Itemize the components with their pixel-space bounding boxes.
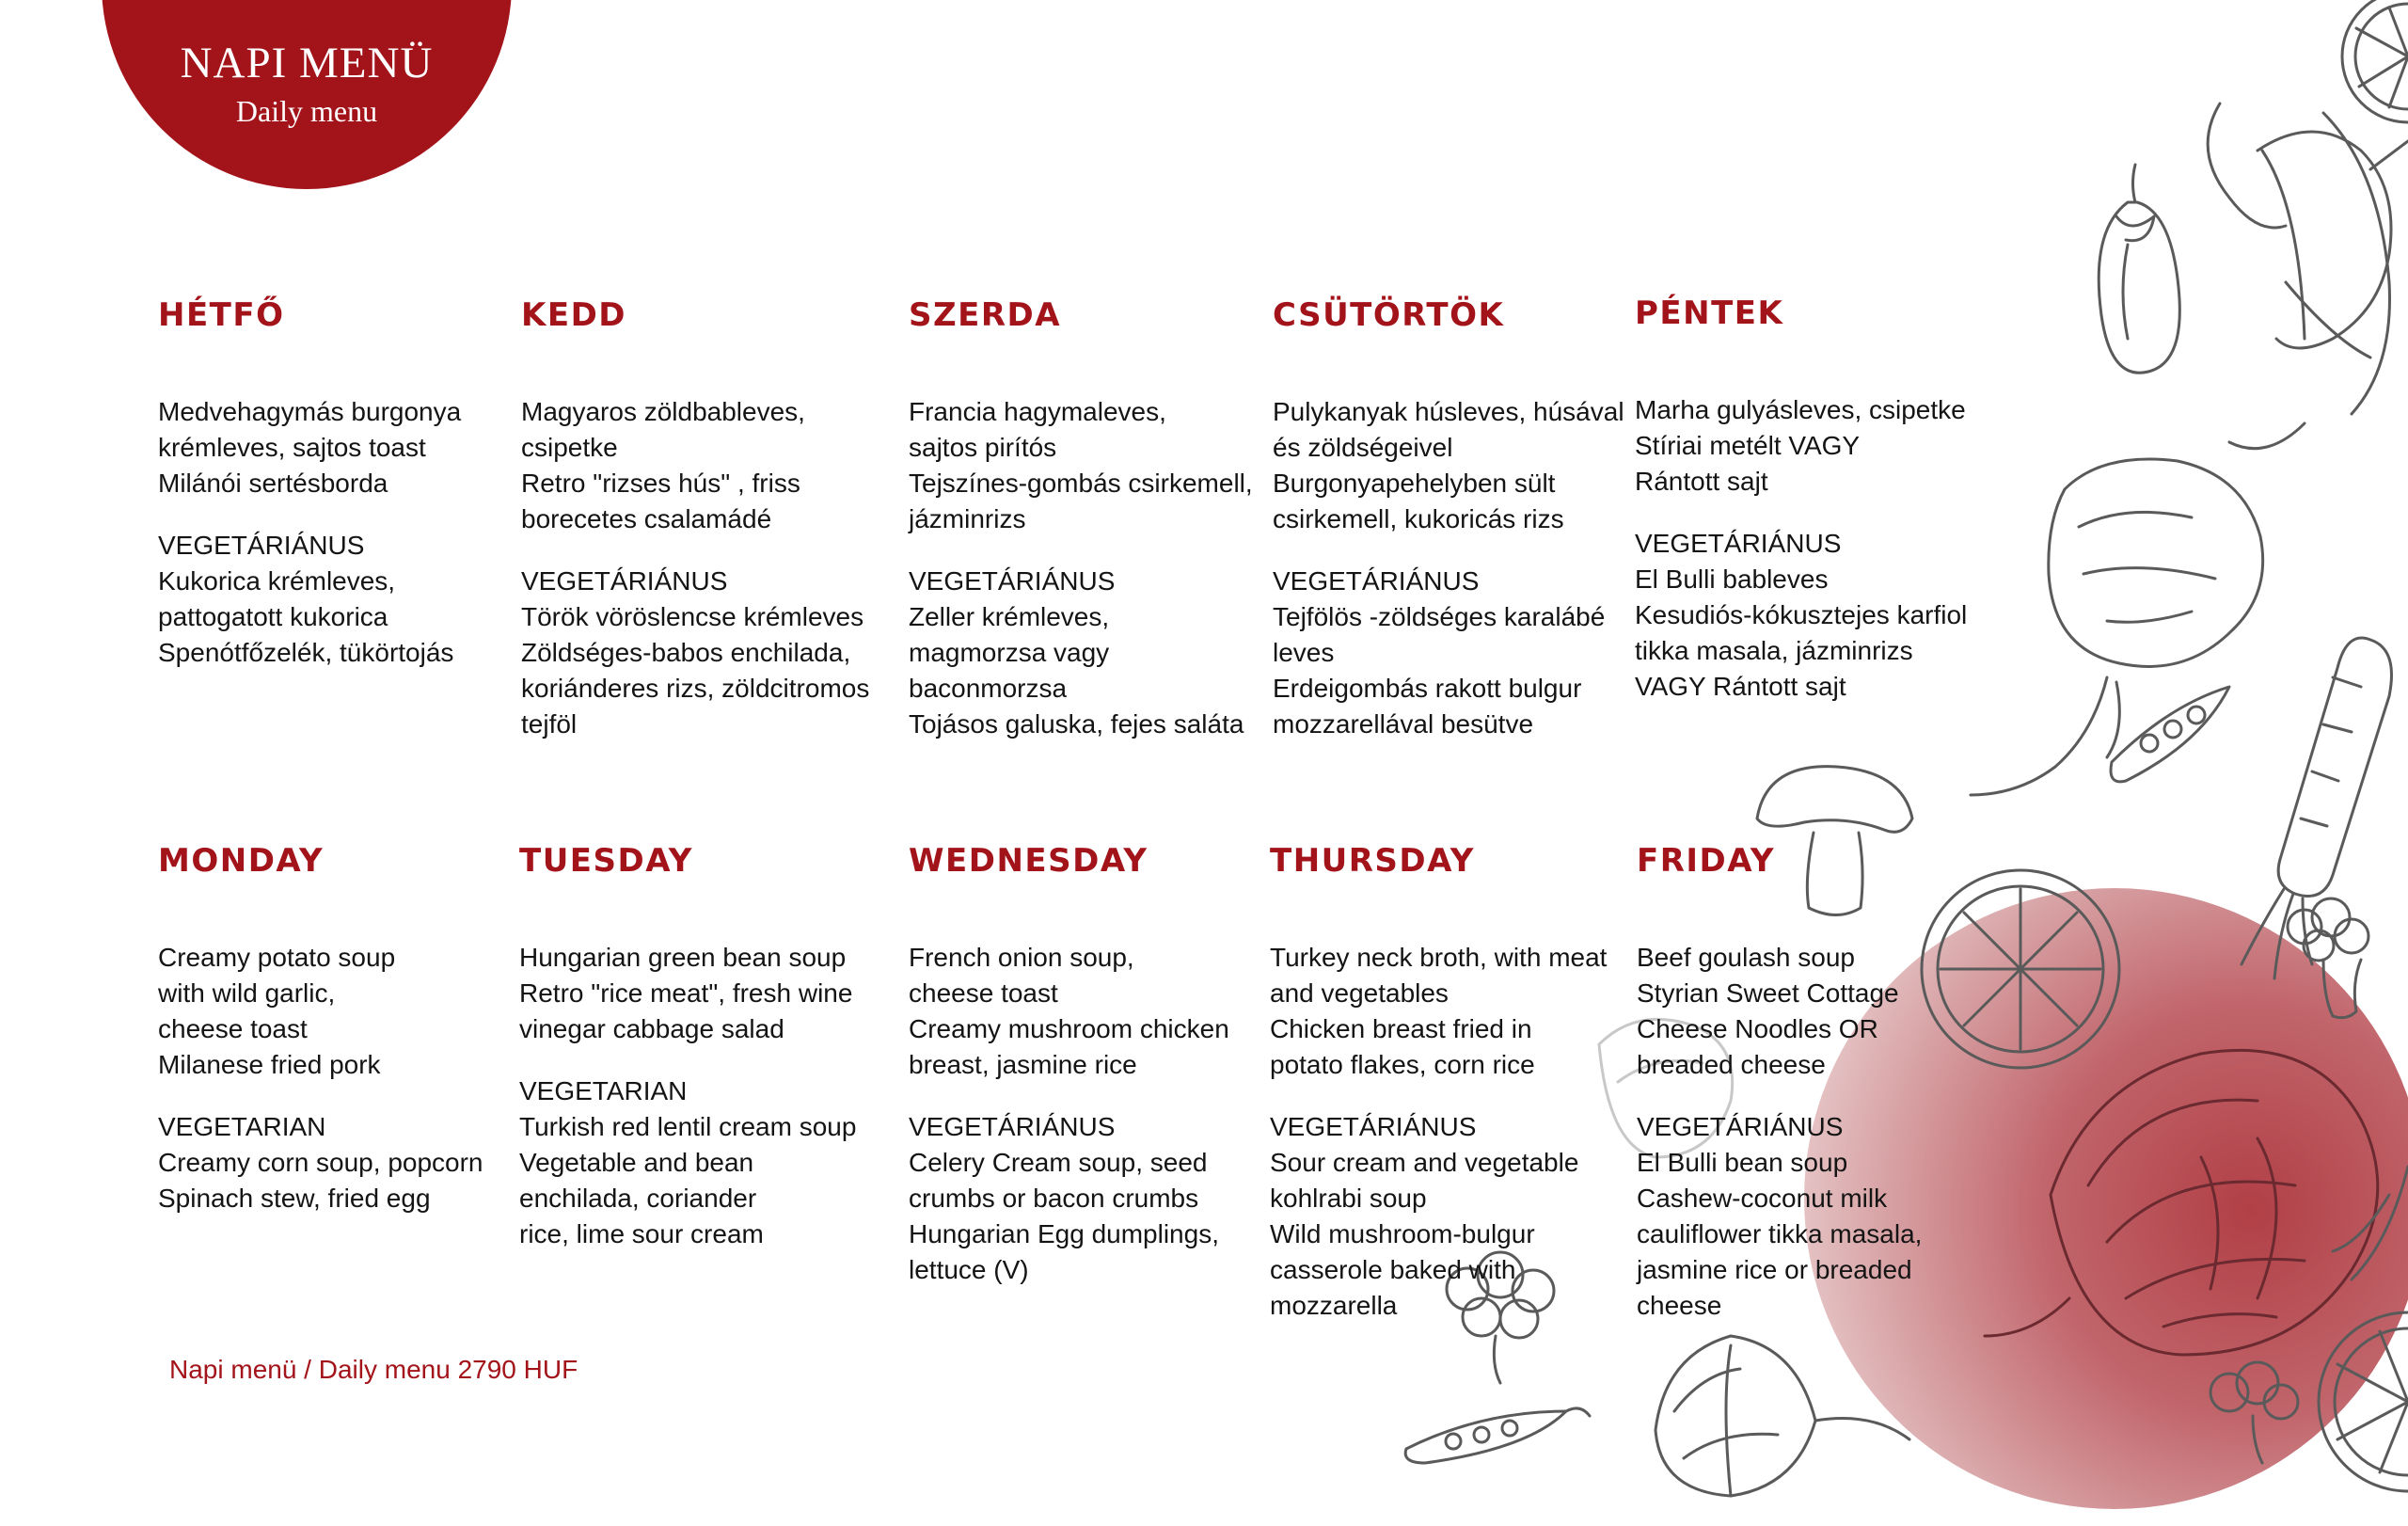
menu-line: mozzarella bbox=[1270, 1291, 1398, 1320]
beet-leaves-icon bbox=[2208, 103, 2408, 449]
menu-line: pattogatott kukorica bbox=[158, 602, 388, 631]
day-column-en-fri bbox=[1637, 842, 2004, 1350]
menu-line: Turkish red lentil cream soup bbox=[519, 1112, 857, 1141]
menu-line: sajtos pirítós bbox=[909, 433, 1057, 462]
menu-line: rice, lime sour cream bbox=[519, 1219, 764, 1248]
menu-line: Erdeigombás rakott bulgur bbox=[1273, 674, 1582, 703]
menu-line: Burgonyapehelyben sült bbox=[1273, 469, 1556, 498]
menu-line: Marha gulyásleves, csipetke bbox=[1635, 395, 1966, 424]
menu-line: Spenótfőzelék, tükörtojás bbox=[158, 638, 454, 667]
menu-line: VEGETÁRIÁNUS bbox=[521, 566, 728, 596]
menu-line: jázminrizs bbox=[909, 504, 1026, 533]
price-note: Napi menü / Daily menu 2790 HUF bbox=[169, 1355, 578, 1384]
menu-line: VEGETARIAN bbox=[519, 1076, 688, 1105]
eggplant-icon bbox=[2099, 165, 2179, 373]
day-column-hu-mon bbox=[158, 296, 525, 697]
artichoke-icon bbox=[1985, 1050, 2378, 1355]
day-heading: TUESDAY bbox=[519, 842, 693, 880]
menu-line: Creamy potato soup bbox=[158, 943, 396, 972]
menu-block-main bbox=[1270, 940, 1637, 1083]
menu-line: Pulykanyak húsleves, húsával bbox=[1273, 397, 1624, 426]
menu-line: Spinach stew, fried egg bbox=[158, 1184, 431, 1213]
day-column-en-tue bbox=[519, 842, 886, 1279]
menu-block-main bbox=[1637, 940, 2004, 1083]
menu-line: El Bulli bableves bbox=[1635, 564, 1829, 594]
menu-line: mozzarellával besütve bbox=[1273, 709, 1534, 739]
menu-block-main bbox=[1273, 394, 1640, 537]
menu-line: potato flakes, corn rice bbox=[1270, 1050, 1535, 1079]
menu-line: Magyaros zöldbableves, bbox=[521, 397, 805, 426]
menu-line: jasmine rice or breaded bbox=[1637, 1255, 1912, 1284]
menu-line: csipetke bbox=[521, 433, 618, 462]
day-heading: PÉNTEK bbox=[1635, 294, 1784, 332]
menu-block-vegetarian bbox=[1637, 1109, 2004, 1324]
lemon-slice-bottom-icon bbox=[2319, 1312, 2408, 1491]
menu-line: Sour cream and vegetable bbox=[1270, 1148, 1579, 1177]
menu-line: Stíriai metélt VAGY bbox=[1635, 431, 1861, 460]
menu-subtitle: Daily menu bbox=[235, 94, 378, 128]
menu-block-vegetarian bbox=[909, 1109, 1275, 1288]
menu-block-main bbox=[909, 940, 1275, 1083]
menu-line: Zeller krémleves, bbox=[909, 602, 1110, 631]
menu-line: Cheese Noodles OR bbox=[1637, 1014, 1878, 1043]
menu-line: Tojásos galuska, fejes saláta bbox=[909, 709, 1244, 739]
menu-line: Cashew-coconut milk bbox=[1637, 1184, 1888, 1213]
menu-line: El Bulli bean soup bbox=[1637, 1148, 1848, 1177]
menu-line: Turkey neck broth, with meat bbox=[1270, 943, 1608, 972]
menu-line: Zöldséges-babos enchilada, bbox=[521, 638, 851, 667]
menu-line: Retro "rizses hús" , friss bbox=[521, 469, 800, 498]
day-heading: HÉTFŐ bbox=[158, 296, 285, 334]
menu-line: Török vöröslencse krémleves bbox=[521, 602, 864, 631]
menu-line: Medvehagymás burgonya bbox=[158, 397, 462, 426]
menu-block-main bbox=[158, 394, 525, 501]
menu-line: VEGETÁRIÁNUS bbox=[1637, 1112, 1844, 1141]
menu-line: Vegetable and bean bbox=[519, 1148, 754, 1177]
menu-line: Milanese fried pork bbox=[158, 1050, 381, 1079]
menu-line: cheese toast bbox=[158, 1014, 308, 1043]
day-heading: CSÜTÖRTÖK bbox=[1273, 296, 1505, 334]
leaf-stem-icon bbox=[2333, 1167, 2408, 1280]
menu-line: breast, jasmine rice bbox=[909, 1050, 1137, 1079]
menu-line: és zöldségeivel bbox=[1273, 433, 1453, 462]
menu-line: VEGETÁRIÁNUS bbox=[909, 566, 1116, 596]
menu-line: leves bbox=[1273, 638, 1335, 667]
menu-block-vegetarian bbox=[1270, 1109, 1637, 1324]
menu-block-vegetarian bbox=[1273, 564, 1640, 742]
menu-block-vegetarian bbox=[1635, 526, 2002, 705]
menu-line: Wild mushroom-bulgur bbox=[1270, 1219, 1535, 1248]
menu-line: cheese bbox=[1637, 1291, 1722, 1320]
menu-line: vinegar cabbage salad bbox=[519, 1014, 784, 1043]
menu-line: magmorzsa vagy bbox=[909, 638, 1110, 667]
beetroot-icon bbox=[1971, 459, 2263, 795]
menu-line: VEGETÁRIÁNUS bbox=[1273, 566, 1480, 596]
menu-block-main bbox=[909, 394, 1275, 537]
menu-title: NAPI MENÜ bbox=[180, 39, 434, 87]
menu-line: French onion soup, bbox=[909, 943, 1134, 972]
menu-line: VEGETÁRIÁNUS bbox=[1635, 529, 1842, 558]
menu-line: Chicken breast fried in bbox=[1270, 1014, 1532, 1043]
menu-line: kohlrabi soup bbox=[1270, 1184, 1427, 1213]
menu-line: Tejszínes-gombás csirkemell, bbox=[909, 469, 1253, 498]
menu-line: with wild garlic, bbox=[158, 978, 336, 1008]
menu-line: casserole baked with bbox=[1270, 1255, 1516, 1284]
menu-line: enchilada, coriander bbox=[519, 1184, 757, 1213]
day-column-en-mon bbox=[158, 842, 525, 1243]
menu-line: crumbs or bacon crumbs bbox=[909, 1184, 1199, 1213]
artichoke-bottom-icon bbox=[1656, 1336, 1909, 1496]
day-heading: FRIDAY bbox=[1637, 842, 1775, 880]
menu-line: cauliflower tikka masala, bbox=[1637, 1219, 1923, 1248]
menu-line: VEGETÁRIÁNUS bbox=[909, 1112, 1116, 1141]
menu-line: VEGETÁRIÁNUS bbox=[1270, 1112, 1477, 1141]
menu-block-main bbox=[521, 394, 888, 537]
menu-block-vegetarian bbox=[909, 564, 1275, 742]
day-heading: KEDD bbox=[521, 296, 627, 334]
menu-line: Retro "rice meat", fresh wine bbox=[519, 978, 853, 1008]
menu-line: tejföl bbox=[521, 709, 578, 739]
menu-line: baconmorzsa bbox=[909, 674, 1068, 703]
menu-line: borecetes csalamádé bbox=[521, 504, 772, 533]
menu-line: Milánói sertésborda bbox=[158, 469, 388, 498]
menu-line: lettuce (V) bbox=[909, 1255, 1029, 1284]
menu-block-vegetarian bbox=[158, 528, 525, 671]
menu-line: VAGY Rántott sajt bbox=[1635, 672, 1846, 701]
day-column-hu-tue bbox=[521, 296, 888, 769]
menu-block-main bbox=[1635, 392, 2002, 500]
menu-line: csirkemell, kukoricás rizs bbox=[1273, 504, 1564, 533]
menu-line: Celery Cream soup, seed bbox=[909, 1148, 1208, 1177]
menu-line: breaded cheese bbox=[1637, 1050, 1826, 1079]
menu-line: tikka masala, jázminrizs bbox=[1635, 636, 1913, 665]
day-column-en-thu bbox=[1270, 842, 1637, 1350]
menu-line: Hungarian green bean soup bbox=[519, 943, 847, 972]
menu-block-vegetarian bbox=[519, 1073, 886, 1252]
day-heading: SZERDA bbox=[909, 296, 1062, 334]
menu-line: Kesudiós-kókusztejes karfiol bbox=[1635, 600, 1968, 629]
menu-line: VEGETÁRIÁNUS bbox=[158, 531, 365, 560]
menu-line: Styrian Sweet Cottage bbox=[1637, 978, 1899, 1008]
day-heading: MONDAY bbox=[158, 842, 325, 880]
lemon-slice-top-icon bbox=[2342, 0, 2408, 122]
day-column-hu-wed bbox=[909, 296, 1275, 769]
menu-block-vegetarian bbox=[521, 564, 888, 742]
menu-line: cheese toast bbox=[909, 978, 1058, 1008]
pea-pod-bottom-icon bbox=[1405, 1408, 1590, 1463]
menu-line: koriánderes rizs, zöldcitromos bbox=[521, 674, 870, 703]
menu-line: Beef goulash soup bbox=[1637, 943, 1855, 972]
menu-line: Creamy corn soup, popcorn bbox=[158, 1148, 483, 1177]
menu-line: Rántott sajt bbox=[1635, 467, 1768, 496]
day-column-en-wed bbox=[909, 842, 1275, 1314]
broccoli-icon bbox=[2288, 898, 2368, 1018]
day-heading: THURSDAY bbox=[1270, 842, 1475, 880]
menu-line: VEGETARIAN bbox=[158, 1112, 326, 1141]
menu-block-main bbox=[158, 940, 525, 1083]
day-heading: WEDNESDAY bbox=[909, 842, 1149, 880]
day-column-hu-fri bbox=[1635, 294, 2002, 731]
day-column-hu-thu bbox=[1273, 296, 1640, 769]
menu-line: Francia hagymaleves, bbox=[909, 397, 1166, 426]
menu-line: Creamy mushroom chicken bbox=[909, 1014, 1229, 1043]
menu-line: Hungarian Egg dumplings, bbox=[909, 1219, 1219, 1248]
menu-line: and vegetables bbox=[1270, 978, 1449, 1008]
menu-line: krémleves, sajtos toast bbox=[158, 433, 426, 462]
pea-pod-icon bbox=[2111, 687, 2229, 782]
menu-line: Tejfölös -zöldséges karalábé bbox=[1273, 602, 1606, 631]
menu-block-vegetarian bbox=[158, 1109, 525, 1216]
menu-block-main bbox=[519, 940, 886, 1047]
menu-line: Kukorica krémleves, bbox=[158, 566, 396, 596]
